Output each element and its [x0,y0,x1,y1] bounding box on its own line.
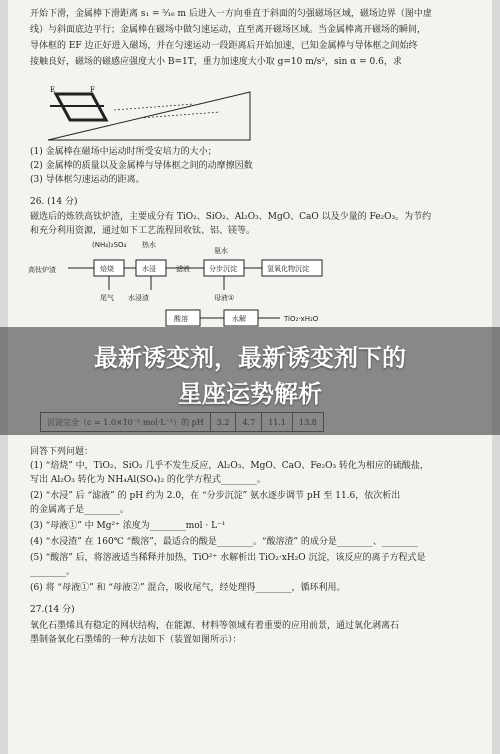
label-e: E [50,86,56,94]
p26-header: 26. (14 分) [30,197,78,207]
p25-q2: (2) 金属棒的质量以及金属棒与导体框之间的动摩擦因数 [30,161,253,171]
p25-line3: 导体框的 EF 边正好进入磁场，并在匀速运动一段距离后开始加速，已知金属棒与导体框之间始终 [30,41,418,51]
answer-3: (3) “母液①” 中 Mg²⁺ 浓度为________mol · L⁻¹ [30,521,226,531]
p27-line1: 氧化石墨烯具有稳定的网状结构，在能源、材料等领域有着重要的应用前景，通过氧化剥离石 [30,621,400,631]
answer-2a: (2) “水浸” 后 “滤液” 的 pH 约为 2.0，在 “分步沉淀” 氨水逐步调节 pH 至 11.6，依次析出 [30,491,401,501]
incline-figure [44,84,254,148]
banner-line-1: 最新诱变剂，最新诱变剂下的 [94,344,406,372]
p25-line2: 线）与斜面底边平行；金属棒在磁场中做匀速运动，直至离开磁场区域。当金属棒离开磁场的瞬间， [30,25,427,35]
p25-line4: 接触良好，磁场的磁感应强度大小 B=1T，重力加速度大小取 g=10 m/s²，sin α = 0.6，求 [30,57,402,67]
product-tio2: TiO₂·xH₂O [284,315,319,323]
answer-1b: 写出 Al₂O₃ 转化为 NH₄Al(SO₄)₂ 的化学方程式________。 [30,475,266,485]
step-water-leach: 水浸 [142,265,156,273]
step-precipitation: 分步沉淀 [209,265,237,273]
feed-slag: 高钛炉渣 [28,266,56,274]
step-hydrolysis: 水解 [232,315,246,323]
step-roast: 焙烧 [100,265,114,273]
p26-intro1: 磁选后的炼铁高钛炉渣，主要成分有 TiO₂、SiO₂、Al₂O₃、MgO、CaO 以及少量的 Fe₂O₃。为节约 [30,212,432,222]
answer-5: (5) “酸溶” 后，将溶液适当稀释并加热，TiO²⁺ 水解析出 TiO₂·xH₂O 沉淀，该反应的离子方程式是 [30,553,426,563]
p25-line1: 开始下滑，金属棒下滑距离 s₁ = ⁵⁄₁₆ m 后进入一方向垂直于斜面的匀强磁场区域，磁场边界（图中虚 [30,9,432,19]
answer-1a: (1) “焙烧” 中，TiO₂、SiO₂ 几乎不发生反应，Al₂O₃、MgO、CaO、Fe₂O₃ 转化为相应的硫酸盐， [30,461,429,471]
p27-header: 27.(14 分) [30,605,75,615]
answer-4: (4) “水浸渣” 在 160℃ “酸溶”，最适合的酸是________。“酸溶渣” 的成分是________、________ [30,537,418,547]
water-residue: 水浸渣 [128,294,149,302]
mother-liquor-1: 母液① [214,294,235,302]
reagent-ammonium-sulfate: (NH₄)₂SO₄ [92,241,127,249]
answer-5b: ________。 [30,567,76,577]
answer-2b: 的金属离子是________。 [30,505,130,515]
reagent-ammonia: 氨水 [214,247,228,255]
hydroxide-precip: 氢氧化物沉淀 [267,265,309,273]
tail-gas: 尾气 [100,294,114,302]
p25-q3: (3) 导体框匀速运动的距离。 [30,175,145,185]
reagent-hot-water: 热水 [142,241,156,249]
p26-intro2: 和充分利用资源，通过如下工艺流程回收钛、铝、镁等。 [30,226,256,236]
banner-line-2: 星座运势解析 [178,380,322,408]
filtrate-label: 滤液 [176,265,190,273]
banner-title [0,340,500,412]
answer-6: (6) 将 “母液①” 和 “母液②” 混合，吸收尾气，经处理得________，循环利用。 [30,583,346,593]
answer-intro: 回答下列问题： [30,447,94,457]
p27-line2: 墨制备氧化石墨烯的一种方法如下（装置如图所示）： [30,635,242,645]
label-f: F [90,86,95,94]
process-flowchart [28,238,472,330]
step-acid-leach: 酸溶 [174,315,188,323]
p25-q1: (1) 金属棒在磁场中运动时所受安培力的大小； [30,147,217,157]
